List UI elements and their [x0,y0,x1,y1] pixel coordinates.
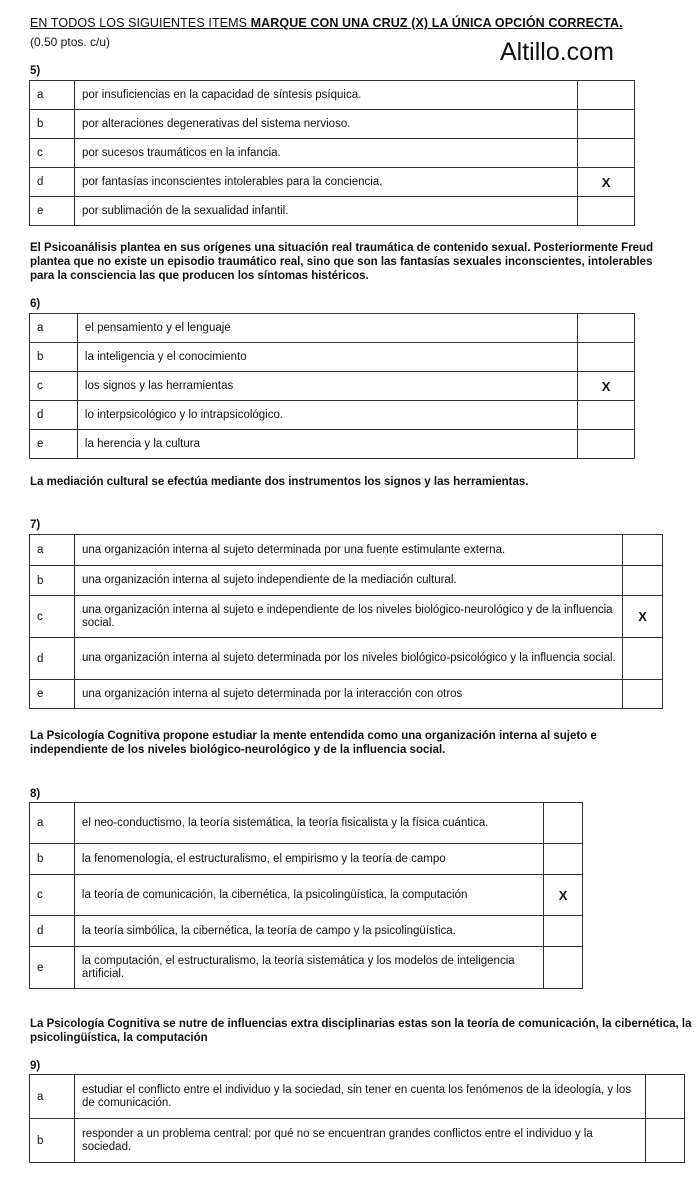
option-letter: c [30,875,75,916]
answer-cell[interactable] [578,110,635,139]
answer-cell[interactable] [544,844,583,875]
question-7-table [29,534,663,709]
site-logo: Altillo.com [500,38,614,66]
option-row [30,343,635,372]
option-letter: e [30,430,78,459]
option-text: el pensamiento y el lenguaje [77,314,577,343]
option-text: una organización interna al sujeto determinada por una fuente estimulante externa. [74,535,622,566]
option-text: una organización interna al sujeto determinada por la interacción con otros [74,680,622,709]
option-text: por fantasías inconscientes intolerables para la conciencia. [74,168,577,197]
option-row [30,314,635,343]
option-text: responder a un problema central: por qué no se encuentran grandes conflictos entre el individuo y la sociedad. [74,1119,645,1163]
answer-cell[interactable] [578,197,635,226]
option-letter: d [30,168,75,197]
option-letter: d [30,638,75,680]
option-text: la herencia y la cultura [77,430,577,459]
option-text: estudiar el conflicto entre el individuo y la sociedad, sin tener en cuenta los fenómenos de la ideología, y los de comunicación. [74,1075,645,1119]
option-letter: b [30,844,75,875]
option-letter: e [30,197,75,226]
option-text: los signos y las herramientas [77,372,577,401]
option-text: lo interpsicológico y lo intrapsicológico. [77,401,577,430]
option-text: el neo-conductismo, la teoría sistemática, la teoría fisicalista y la física cuántica. [74,803,543,844]
option-text: la teoría de comunicación, la cibernética, la psicolingüística, la computación [74,875,543,916]
question-number: 8) [30,788,41,800]
option-letter: a [30,81,75,110]
option-text: una organización interna al sujeto determinada por los niveles biológico-psicológico y la influencia social. [74,638,622,680]
option-text: por sucesos traumáticos en la infancia. [74,139,577,168]
answer-cell[interactable] [646,1075,685,1119]
answer-cell[interactable] [578,139,635,168]
answer-cell[interactable] [578,81,635,110]
option-letter: b [30,566,75,596]
option-row [30,916,583,947]
instructions-text: EN TODOS LOS SIGUIENTES ITEMS [30,16,251,30]
question-number: 6) [30,298,41,310]
option-letter: b [30,343,78,372]
question-number: 5) [30,65,41,77]
option-text: la computación, el estructuralismo, la teoría sistemática y los modelos de inteligencia artificial. [74,947,543,989]
answer-cell[interactable]: X [578,168,635,197]
option-letter: c [30,596,75,638]
option-letter: e [30,947,75,989]
explanation: El Psicoanálisis plantea en sus orígenes una situación real traumática de contenido sexual. Posteriormente Freud plantea que no existe un episodio traumático real, sino que son las fantasías sexuales inconscientes, intolerables para la consciencia las que producen los síntomas histéricos. [30,242,654,282]
option-row [30,139,635,168]
option-letter: d [30,916,75,947]
option-row [30,401,635,430]
option-row [30,596,663,638]
explanation: La Psicología Cognitiva se nutre de influencias extra disciplinarias estas son la teoría de comunicación, la cibernética, la psicolingüística, la computación [30,1018,692,1044]
answer-cell[interactable] [623,680,663,709]
option-letter: b [30,110,75,139]
answer-cell[interactable] [578,430,635,459]
option-row [30,81,635,110]
answer-cell[interactable] [544,916,583,947]
question-number: 7) [30,519,41,531]
explanation: La Psicología Cognitiva propone estudiar la mente entendida como una organización interna al sujeto e independiente de los niveles biológico-neurológico y de la influencia social. [30,730,597,756]
option-row [30,1119,685,1163]
answer-cell[interactable]: X [544,875,583,916]
option-text: la teoría simbólica, la cibernética, la teoría de campo y la psicolingüística. [74,916,543,947]
answer-cell[interactable] [623,535,663,566]
answer-cell[interactable] [578,343,635,372]
option-letter: a [30,1075,75,1119]
question-8-table [29,802,583,989]
option-letter: b [30,1119,75,1163]
option-row [30,566,663,596]
option-letter: c [30,372,78,401]
question-5-table [29,80,635,226]
option-row [30,168,635,197]
option-row [30,947,583,989]
option-row [30,803,583,844]
option-row [30,875,583,916]
option-row [30,535,663,566]
option-letter: a [30,314,78,343]
answer-cell[interactable] [544,803,583,844]
option-letter: d [30,401,78,430]
option-text: por sublimación de la sexualidad infantil. [74,197,577,226]
option-row [30,372,635,401]
answer-cell[interactable] [578,314,635,343]
answer-cell[interactable] [623,566,663,596]
option-letter: a [30,803,75,844]
instructions-bold: MARQUE CON UNA CRUZ (X) LA ÚNICA OPCIÓN CORRECTA. [250,16,623,30]
answer-cell[interactable] [578,401,635,430]
option-text: la inteligencia y el conocimiento [77,343,577,372]
option-row [30,197,635,226]
option-letter: c [30,139,75,168]
option-text: una organización interna al sujeto e independiente de los niveles biológico-neurológico y de la influencia social. [74,596,622,638]
option-letter: a [30,535,75,566]
option-letter: e [30,680,75,709]
option-row [30,1075,685,1119]
answer-cell[interactable] [623,638,663,680]
option-row [30,430,635,459]
answer-cell[interactable]: X [578,372,635,401]
option-row [30,844,583,875]
answer-cell[interactable]: X [623,596,663,638]
answer-cell[interactable] [544,947,583,989]
question-9-table [29,1074,685,1163]
option-text: por alteraciones degenerativas del sistema nervioso. [74,110,577,139]
answer-cell[interactable] [646,1119,685,1163]
option-row [30,110,635,139]
points-note: (0.50 ptos. c/u) [30,35,111,49]
option-text: una organización interna al sujeto independiente de la mediación cultural. [74,566,622,596]
option-row [30,638,663,680]
option-text: por insuficiencias en la capacidad de síntesis psíquica. [74,81,577,110]
explanation: La mediación cultural se efectúa mediante dos instrumentos los signos y las herramientas. [30,476,529,488]
question-6-table [29,313,635,459]
question-number: 9) [30,1060,41,1072]
option-row [30,680,663,709]
option-text: la fenomenología, el estructuralismo, el empirismo y la teoría de campo [74,844,543,875]
instructions [30,16,623,30]
